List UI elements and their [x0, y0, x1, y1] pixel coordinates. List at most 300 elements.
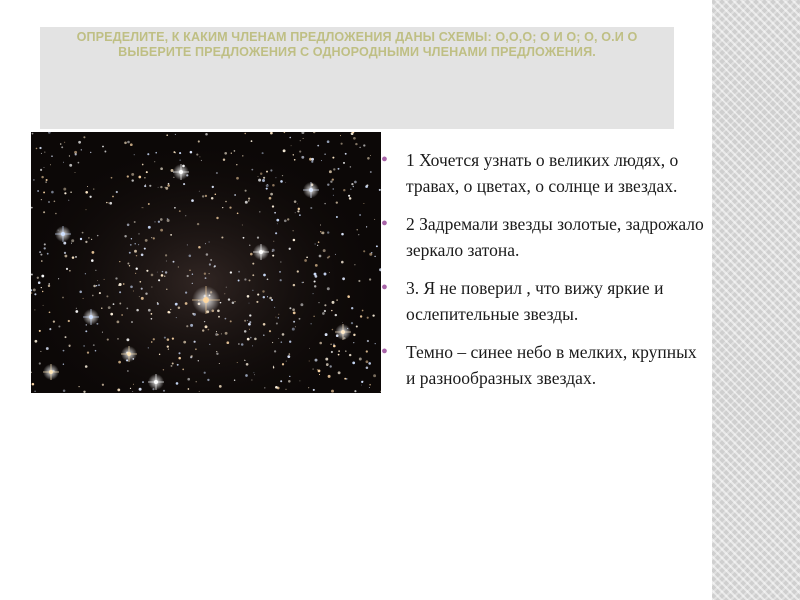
star — [272, 342, 273, 343]
star — [338, 371, 341, 374]
star — [369, 384, 371, 386]
star — [78, 162, 80, 164]
star — [205, 325, 208, 328]
star — [202, 195, 204, 197]
star — [224, 293, 225, 294]
star — [341, 143, 343, 145]
star — [55, 213, 57, 215]
star — [81, 149, 82, 150]
star — [176, 317, 177, 318]
star — [237, 362, 238, 363]
star — [229, 206, 231, 208]
star — [205, 195, 207, 197]
star — [131, 179, 133, 181]
star — [133, 291, 134, 292]
star — [43, 191, 45, 193]
star — [317, 369, 318, 370]
star — [244, 360, 245, 361]
star — [358, 280, 360, 282]
star — [357, 229, 358, 230]
star — [320, 225, 321, 226]
star — [343, 162, 345, 164]
star — [317, 145, 319, 147]
star — [304, 259, 307, 262]
star — [234, 301, 235, 302]
star — [141, 253, 144, 256]
star — [87, 351, 89, 353]
star — [262, 179, 265, 182]
star — [87, 186, 88, 187]
star — [165, 187, 168, 190]
star — [286, 361, 287, 362]
star — [215, 333, 218, 336]
star — [117, 388, 120, 391]
star — [331, 390, 334, 393]
star — [49, 311, 51, 313]
star — [293, 154, 294, 155]
star — [69, 155, 70, 156]
list-item — [374, 339, 704, 391]
star — [146, 270, 148, 272]
star — [369, 387, 370, 388]
star — [164, 337, 166, 339]
star — [199, 156, 200, 157]
star — [117, 321, 120, 324]
star — [321, 160, 322, 161]
star — [273, 367, 274, 368]
star — [259, 211, 260, 212]
star — [241, 343, 244, 346]
star — [209, 263, 211, 265]
star — [195, 348, 197, 350]
star — [160, 229, 163, 232]
star — [47, 253, 49, 255]
star — [61, 146, 63, 148]
star — [68, 200, 69, 201]
star — [237, 212, 239, 214]
star — [362, 310, 364, 312]
star — [111, 177, 113, 179]
star — [293, 230, 294, 231]
star — [159, 354, 160, 355]
star — [187, 378, 190, 381]
star — [190, 151, 193, 154]
star — [173, 261, 175, 263]
star — [249, 303, 250, 304]
star — [165, 271, 167, 273]
star — [92, 295, 94, 297]
star — [110, 313, 113, 316]
list-item-text: 3. Я не поверил , что вижу яркие и ослепительные звезды. — [406, 278, 664, 324]
star — [139, 388, 142, 391]
star — [285, 389, 286, 390]
star — [327, 231, 329, 233]
star — [325, 333, 328, 336]
star — [54, 201, 56, 203]
star — [228, 298, 230, 300]
star — [327, 365, 328, 366]
star — [42, 291, 43, 292]
star — [258, 176, 259, 177]
star — [247, 320, 248, 321]
star — [145, 184, 146, 185]
star — [313, 389, 315, 391]
star — [349, 354, 351, 356]
star — [231, 153, 232, 154]
star — [141, 297, 144, 300]
star — [204, 321, 205, 322]
star — [303, 282, 304, 283]
star — [191, 199, 194, 202]
star — [251, 140, 253, 142]
star — [289, 353, 291, 355]
star — [289, 307, 291, 309]
star — [345, 153, 347, 155]
star — [319, 342, 322, 345]
star — [225, 332, 228, 335]
star — [275, 386, 278, 389]
star — [165, 254, 167, 256]
bright-star — [121, 346, 137, 362]
star — [145, 292, 147, 294]
star — [270, 193, 273, 196]
star — [361, 385, 362, 386]
star — [314, 285, 316, 287]
star — [167, 345, 169, 347]
star — [276, 322, 278, 324]
star — [209, 273, 210, 274]
star — [44, 243, 46, 245]
star — [219, 363, 220, 364]
star — [308, 387, 309, 388]
star — [220, 302, 222, 304]
star — [336, 201, 338, 203]
star — [68, 320, 70, 322]
star — [260, 173, 262, 175]
star — [293, 321, 295, 323]
star — [230, 320, 232, 322]
star — [327, 183, 329, 185]
star — [216, 331, 217, 332]
star — [366, 367, 369, 370]
star — [38, 281, 41, 284]
star — [62, 297, 64, 299]
star — [263, 296, 265, 298]
star — [104, 279, 105, 280]
star — [69, 164, 72, 167]
star — [247, 295, 250, 298]
star — [367, 317, 369, 319]
star — [136, 309, 139, 312]
star — [315, 264, 318, 267]
star — [71, 243, 72, 244]
star — [41, 260, 43, 262]
star — [342, 322, 343, 323]
star — [257, 294, 259, 296]
star — [154, 221, 155, 222]
star — [83, 391, 85, 393]
star — [335, 254, 336, 255]
star — [129, 252, 131, 254]
star — [32, 133, 34, 135]
star — [176, 382, 179, 385]
star — [158, 187, 159, 188]
star — [145, 239, 148, 242]
star — [269, 297, 272, 300]
star — [303, 138, 304, 139]
star — [283, 149, 286, 152]
star — [273, 366, 274, 367]
star — [187, 275, 189, 277]
star — [188, 388, 190, 390]
star — [269, 330, 271, 332]
star — [45, 181, 46, 182]
star — [366, 184, 368, 186]
star — [302, 282, 303, 283]
star — [138, 176, 141, 179]
star — [187, 244, 188, 245]
star — [343, 189, 345, 191]
star — [266, 188, 268, 190]
star — [142, 164, 144, 166]
star — [293, 312, 296, 315]
star — [36, 148, 38, 150]
star — [238, 343, 239, 344]
star — [366, 350, 368, 352]
star — [300, 303, 303, 306]
star — [63, 364, 64, 365]
star — [85, 241, 87, 243]
star — [198, 246, 201, 249]
star — [151, 341, 153, 343]
star — [198, 360, 199, 361]
star — [297, 203, 298, 204]
star — [335, 314, 337, 316]
star — [204, 372, 206, 374]
star — [174, 207, 176, 209]
star — [244, 320, 246, 322]
star — [263, 323, 266, 326]
star — [75, 172, 76, 173]
star — [371, 252, 372, 253]
star — [367, 340, 369, 342]
star — [183, 183, 185, 185]
star — [254, 338, 257, 341]
bullet-dot-icon: ● — [381, 217, 388, 229]
star — [138, 233, 139, 234]
star — [133, 384, 134, 385]
star — [353, 342, 354, 343]
star — [48, 201, 50, 203]
star — [363, 250, 365, 252]
star — [262, 152, 264, 154]
star — [289, 248, 291, 250]
star — [121, 314, 123, 316]
bright-star — [55, 226, 71, 242]
star — [82, 232, 84, 234]
star — [284, 219, 287, 222]
star — [90, 152, 91, 153]
star — [324, 304, 326, 306]
star — [34, 309, 35, 310]
star — [165, 187, 166, 188]
star — [333, 344, 334, 345]
star — [75, 153, 77, 155]
star — [225, 201, 227, 203]
star — [221, 333, 222, 334]
star — [249, 245, 250, 246]
star — [350, 166, 352, 168]
star — [282, 175, 283, 176]
star — [329, 272, 330, 273]
star — [127, 263, 129, 265]
star — [216, 351, 217, 352]
star — [208, 241, 209, 242]
star — [154, 161, 155, 162]
star — [106, 202, 107, 203]
star — [31, 274, 33, 276]
slide-title — [40, 27, 674, 129]
star — [157, 272, 158, 273]
star — [327, 257, 329, 259]
star — [363, 203, 364, 204]
star — [205, 133, 208, 136]
star — [236, 177, 239, 180]
star — [295, 326, 296, 327]
list-item — [374, 211, 704, 263]
star — [273, 241, 274, 242]
star — [168, 348, 169, 349]
star — [264, 387, 265, 388]
star — [370, 155, 371, 156]
bullet-dot-icon: ● — [381, 281, 388, 293]
star — [64, 192, 66, 194]
star — [164, 275, 166, 277]
star — [109, 202, 112, 205]
star — [41, 287, 42, 288]
star — [208, 329, 210, 331]
star — [226, 287, 227, 288]
star — [310, 207, 312, 209]
star — [338, 168, 340, 170]
star — [232, 301, 235, 304]
star — [146, 171, 148, 173]
star — [115, 277, 117, 279]
star — [336, 299, 338, 301]
star — [148, 347, 149, 348]
bright-star — [83, 309, 99, 325]
star — [158, 279, 160, 281]
star — [252, 345, 253, 346]
star — [289, 137, 291, 139]
star — [285, 182, 286, 183]
star — [294, 159, 296, 161]
star — [333, 345, 336, 348]
star — [127, 224, 130, 227]
star — [131, 173, 134, 176]
star — [234, 379, 235, 380]
star — [99, 292, 101, 294]
star — [196, 381, 197, 382]
star — [206, 253, 209, 256]
star — [359, 214, 361, 216]
star — [269, 197, 272, 200]
star — [252, 290, 253, 291]
star — [63, 242, 66, 245]
star — [324, 153, 325, 154]
star — [41, 199, 42, 200]
star — [251, 379, 252, 380]
star — [186, 325, 188, 327]
star — [130, 285, 133, 288]
star — [198, 140, 200, 142]
star — [257, 237, 259, 239]
star — [309, 348, 310, 349]
star — [348, 195, 350, 197]
star — [85, 191, 88, 194]
star — [266, 171, 268, 173]
star — [160, 218, 163, 221]
star — [41, 153, 42, 154]
star — [170, 309, 171, 310]
star — [249, 314, 251, 316]
star — [173, 151, 175, 153]
star — [189, 255, 192, 258]
star — [34, 293, 36, 295]
star — [272, 184, 275, 187]
star — [353, 186, 354, 187]
star — [252, 263, 254, 265]
star — [166, 134, 168, 136]
star — [272, 251, 273, 252]
star — [218, 316, 220, 318]
star — [319, 374, 320, 375]
bright-star — [335, 324, 351, 340]
star — [219, 385, 222, 388]
star — [162, 271, 164, 273]
star — [324, 273, 327, 276]
star — [333, 188, 334, 189]
star — [64, 255, 67, 258]
star — [63, 350, 65, 352]
star — [313, 293, 314, 294]
star — [244, 330, 247, 333]
star — [86, 209, 87, 210]
star — [86, 324, 88, 326]
star — [248, 200, 249, 201]
star — [271, 299, 273, 301]
star — [366, 226, 367, 227]
star — [95, 270, 96, 271]
star — [194, 341, 196, 343]
star — [287, 355, 290, 358]
star — [167, 219, 170, 222]
star — [102, 146, 104, 148]
star — [40, 351, 41, 352]
title-line-1: ОПРЕДЕЛИТЕ, К КАКИМ ЧЛЕНАМ ПРЕДЛОЖЕНИЯ ДАНЫ СХЕМЫ: О,О,О; О И О; О, О.И О — [76, 30, 638, 44]
star — [274, 307, 275, 308]
star — [299, 318, 301, 320]
star — [297, 270, 299, 272]
star — [39, 362, 41, 364]
star — [278, 314, 279, 315]
star — [266, 184, 269, 187]
star — [315, 275, 318, 278]
star — [39, 251, 41, 253]
star — [39, 330, 41, 332]
star — [247, 338, 250, 341]
bright-star — [43, 364, 59, 380]
